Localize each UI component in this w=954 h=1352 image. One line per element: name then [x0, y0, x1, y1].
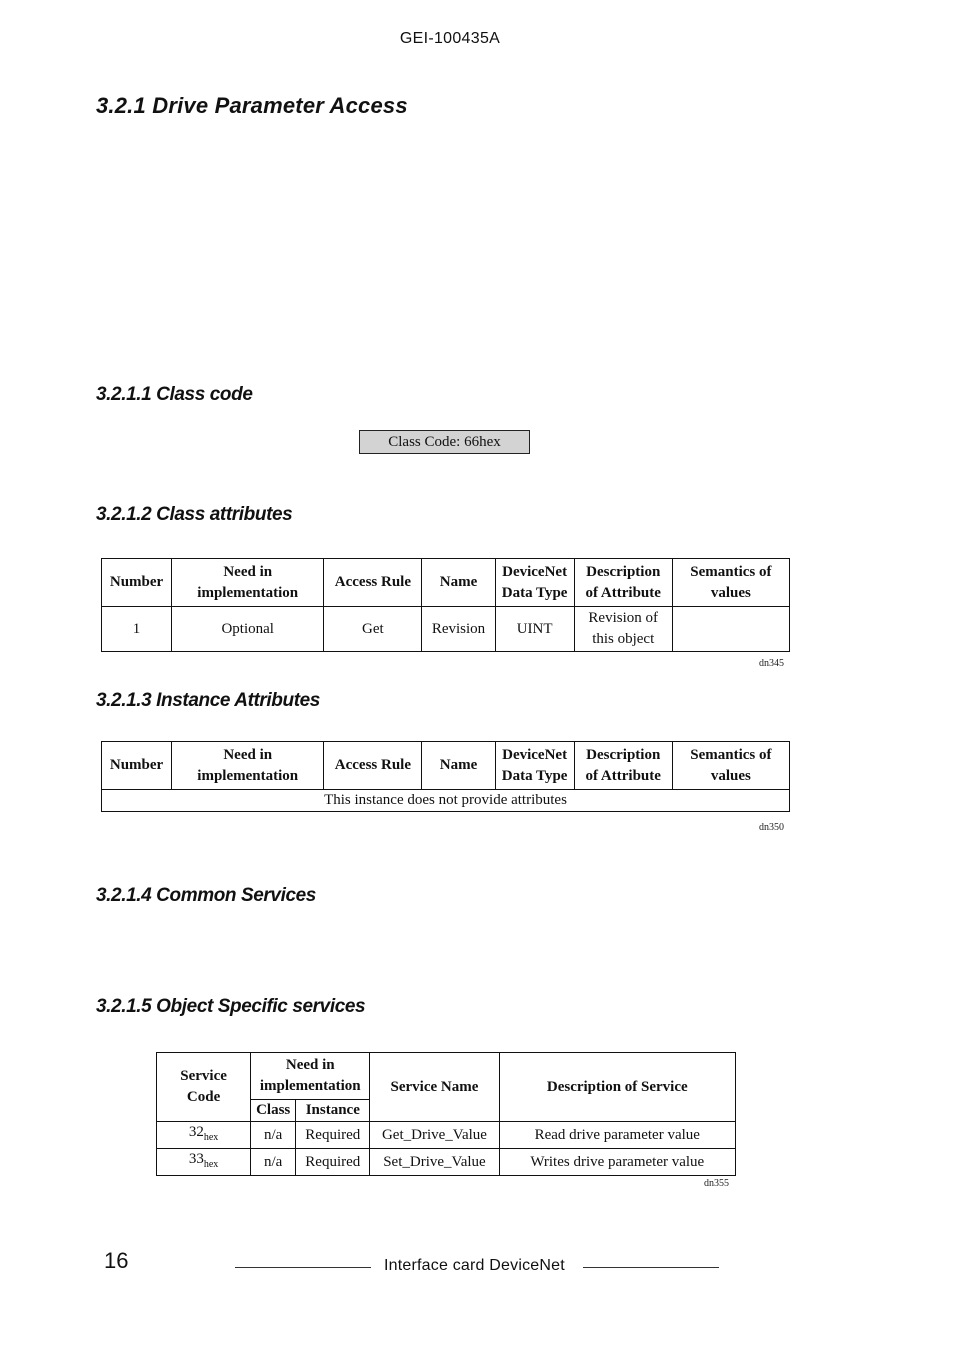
header-number: Number — [102, 742, 172, 790]
header-name: Name — [422, 559, 495, 607]
header-number: Number — [102, 559, 172, 607]
cell-need: Optional — [172, 607, 324, 652]
header-data-type: DeviceNet Data Type — [495, 559, 574, 607]
instance-attributes-table — [101, 741, 790, 812]
header-need-in-implementation: Need in implementation — [172, 559, 324, 607]
class-attributes-table — [101, 558, 790, 652]
section-title-common-services: 3.2.1.4 Common Services — [96, 885, 316, 906]
cell-class: n/a — [251, 1122, 296, 1149]
table-row — [102, 790, 790, 812]
table-row — [157, 1122, 736, 1149]
cell-description: Read drive parameter value — [499, 1122, 735, 1149]
footer-rule-right — [583, 1267, 719, 1268]
document-id-header: GEI-100435A — [399, 30, 501, 47]
object-services-table — [156, 1052, 736, 1176]
header-description-of-service: Description of Service — [499, 1053, 735, 1122]
header-semantics: Semantics of values — [672, 742, 789, 790]
header-class: Class — [251, 1100, 296, 1122]
cell-data-type: UINT — [495, 607, 574, 652]
header-need-in-implementation: Need in implementation — [172, 742, 324, 790]
class-code-box: Class Code: 66hex — [359, 430, 530, 454]
header-name: Name — [422, 742, 495, 790]
table-header-row — [102, 559, 790, 607]
header-access-rule: Access Rule — [324, 559, 422, 607]
cell-instance: Required — [296, 1122, 370, 1149]
section-title-object-specific-services: 3.2.1.5 Object Specific services — [96, 996, 366, 1017]
header-description: Description of Attribute — [574, 559, 672, 607]
cell-service-name: Set_Drive_Value — [370, 1149, 499, 1176]
section-title-drive-parameter-access: 3.2.1 Drive Parameter Access — [96, 93, 408, 118]
table-row — [157, 1149, 736, 1176]
table-row — [102, 607, 790, 652]
header-service-name: Service Name — [370, 1053, 499, 1122]
header-access-rule: Access Rule — [324, 742, 422, 790]
cell-service-name: Get_Drive_Value — [370, 1122, 499, 1149]
cell-service-code: $33_{hex}$ — [157, 1149, 251, 1176]
section-title-class-attributes: 3.2.1.2 Class attributes — [96, 504, 293, 525]
figure-reference: dn350 — [759, 822, 784, 833]
header-need-in-implementation: Need in implementation — [251, 1053, 370, 1100]
section-title-instance-attributes: 3.2.1.3 Instance Attributes — [96, 690, 320, 711]
cell-description: Writes drive parameter value — [499, 1149, 735, 1176]
no-attributes-note: This instance does not provide attributes — [102, 790, 790, 812]
header-description: Description of Attribute — [574, 742, 672, 790]
cell-description: Revision of this object — [574, 607, 672, 652]
header-instance: Instance — [296, 1100, 370, 1122]
cell-number: 1 — [102, 607, 172, 652]
page-number: 16 — [104, 1248, 129, 1273]
cell-name: Revision — [422, 607, 495, 652]
table-header-row — [157, 1053, 736, 1100]
section-title-class-code: 3.2.1.1 Class code — [96, 384, 253, 405]
footer-title: Interface card DeviceNet — [384, 1257, 565, 1274]
cell-semantics — [672, 607, 789, 652]
table-header-row — [102, 742, 790, 790]
figure-reference: dn355 — [704, 1178, 729, 1189]
cell-instance: Required — [296, 1149, 370, 1176]
cell-access-rule: Get — [324, 607, 422, 652]
footer-rule-left — [235, 1267, 371, 1268]
header-service-code: Service Code — [157, 1053, 251, 1122]
figure-reference: dn345 — [759, 658, 784, 669]
cell-service-code: $32_{hex}$ — [157, 1122, 251, 1149]
header-semantics: Semantics of values — [672, 559, 789, 607]
cell-class: n/a — [251, 1149, 296, 1176]
header-data-type: DeviceNet Data Type — [495, 742, 574, 790]
